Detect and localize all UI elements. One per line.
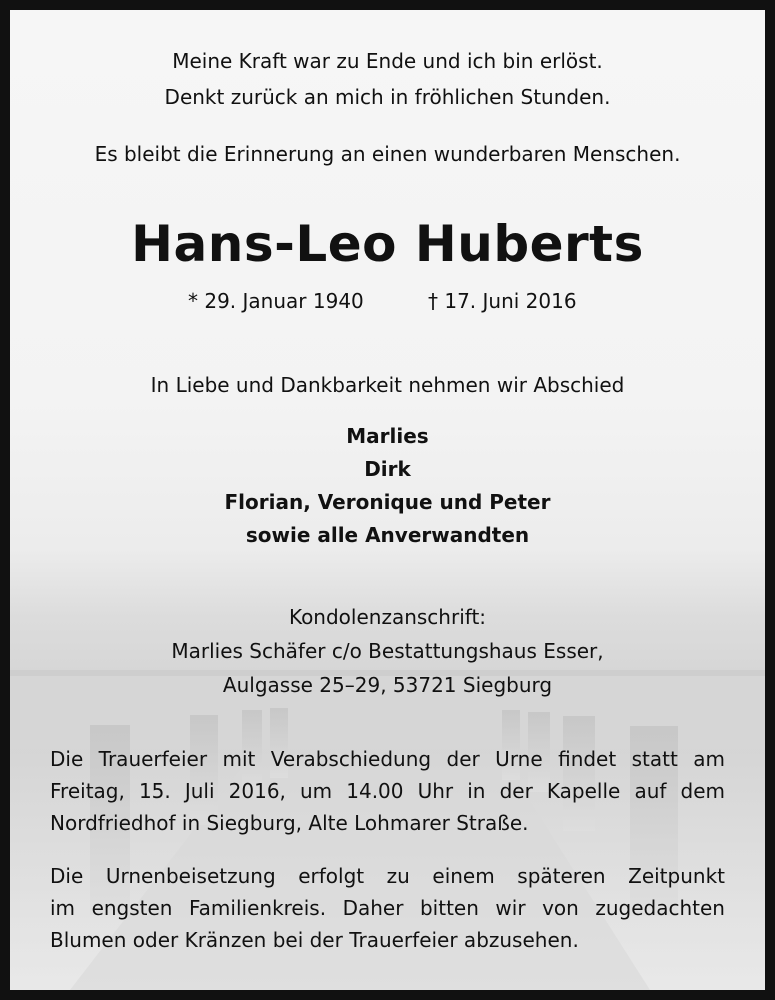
condolence-address-line-2: Aulgasse 25–29, 53721 Siegburg bbox=[222, 673, 553, 697]
burial-line: im engsten Familienkreis. Daher bitten wir von zugedachten bbox=[50, 896, 725, 920]
burial-line: Blumen oder Kränzen bei der Trauerfeier abzusehen. bbox=[50, 928, 579, 952]
quote-line-3: Es bleibt die Erinnerung an einen wunderbaren Menschen. bbox=[94, 142, 681, 166]
condolence-label: Kondolenzanschrift: bbox=[288, 605, 487, 629]
quote-line-2: Denkt zurück an mich in fröhlichen Stunden. bbox=[164, 85, 611, 109]
ceremony-line: Nordfriedhof in Siegburg, Alte Lohmarer Straße. bbox=[50, 811, 529, 835]
quote-line-1: Meine Kraft war zu Ende und ich bin erlöst. bbox=[172, 49, 603, 73]
mourner-name: Florian, Veronique und Peter bbox=[224, 490, 551, 514]
burial-paragraph bbox=[50, 860, 725, 956]
ceremony-paragraph bbox=[50, 743, 725, 839]
deceased-name: Hans-Leo Huberts bbox=[131, 215, 644, 273]
ceremony-line: Die Trauerfeier mit Verabschiedung der Urne findet statt am bbox=[50, 747, 725, 771]
mourner-name: Dirk bbox=[364, 457, 411, 481]
condolence-address-line-1: Marlies Schäfer c/o Bestattungshaus Esser, bbox=[171, 639, 604, 663]
birth-date: * 29. Januar 1940 bbox=[188, 289, 364, 313]
ceremony-line: Freitag, 15. Juli 2016, um 14.00 Uhr in der Kapelle auf dem bbox=[50, 779, 725, 803]
burial-line: Die Urnenbeisetzung erfolgt zu einem späteren Zeitpunkt bbox=[50, 864, 725, 888]
farewell-line: In Liebe und Dankbarkeit nehmen wir Abschied bbox=[150, 373, 625, 397]
mourner-name: sowie alle Anverwandten bbox=[245, 523, 530, 547]
death-date: † 17. Juni 2016 bbox=[428, 289, 577, 313]
mourner-name: Marlies bbox=[346, 424, 429, 448]
